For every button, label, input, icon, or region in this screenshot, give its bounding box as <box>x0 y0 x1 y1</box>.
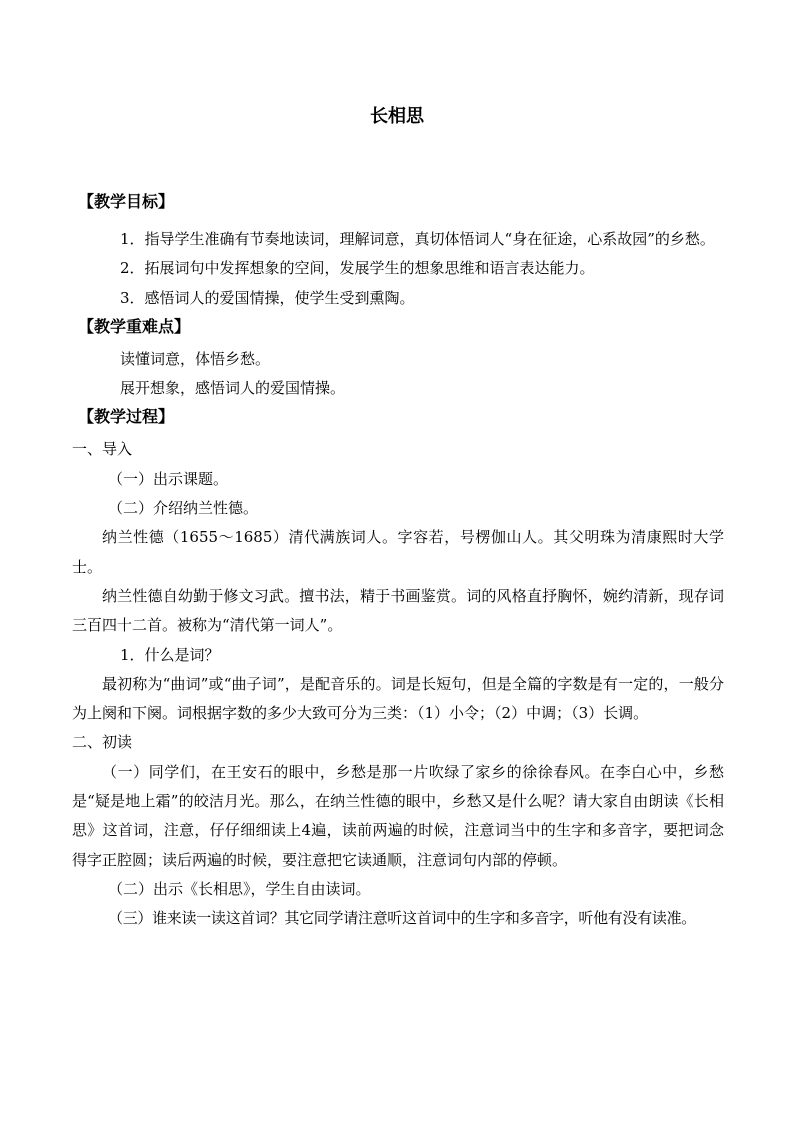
key-point-item: 读懂词意，体悟乡愁。 <box>120 349 271 368</box>
section-heading-key-points: 【教学重难点】 <box>78 316 191 336</box>
process-paragraph: 纳兰性德（1655～1685）清代满族词人。字容若，号楞伽山人。其父明珠为清康熙时大学士。 <box>72 528 724 576</box>
process-paragraph: 最初称为“曲词”或“曲子词”，是配音乐的。词是长短句，但是全篇的字数是有一定的，一般分为上阕和下阕。词根据字数的多少大致可分为三类：（1）小令；（2）中调；（3）长调。 <box>72 674 724 723</box>
objective-item: 2．拓展词句中发挥想象的空间，发展学生的想象思维和语言表达能力。 <box>120 259 595 278</box>
process-paragraph: 纳兰性德自幼勤于修文习武。擅书法，精于书画鉴赏。词的风格直抒胸怀，婉约清新，现存词三百四十二首。被称为“清代第一词人”。 <box>72 586 724 635</box>
document-title: 长相思 <box>370 106 424 127</box>
process-paragraph: （一）出示课题。 <box>108 469 229 488</box>
document-body <box>72 188 724 934</box>
objective-item: 3．感悟词人的爱国情操，使学生受到熏陶。 <box>120 288 415 307</box>
objective-item: 1．指导学生准确有节奏地读词，理解词意，真切体悟词人“身在征途，心系故园”的乡愁。 <box>120 230 715 248</box>
section-heading-process: 【教学过程】 <box>78 407 175 427</box>
key-point-item: 展开想象，感悟词人的爱国情操。 <box>120 379 346 398</box>
process-paragraph: 一、导入 <box>72 440 133 459</box>
process-paragraph: （三）谁来读一读这首词？其它同学请注意听这首词中的生字和多音字，听他有没有读准。 <box>108 909 697 928</box>
process-paragraph: （二）出示《长相思》，学生自由读词。 <box>108 879 371 898</box>
process-paragraph: 1．什么是词？ <box>120 645 220 664</box>
section-heading-objectives: 【教学目标】 <box>78 192 175 211</box>
process-paragraph: （二）介绍纳兰性德。 <box>108 499 259 518</box>
process-paragraph: （一）同学们，在王安石的眼中，乡愁是那一片吹绿了家乡的徐徐春风。在李白心中，乡愁是“疑是地上霜”的皎洁月光。那么，在纳兰性德的眼中，乡愁又是什么呢？请大家自由朗读《长相思》这首词，注意，仔仔细细读上4遍，读前两遍的时候，注意词当中的生字和多音字，要把词念得字正腔圆；读后两遍的时候，要注意把它读通顺，注意词句内部的停顿。 <box>72 762 724 869</box>
process-paragraph: 二、初读 <box>72 733 133 752</box>
